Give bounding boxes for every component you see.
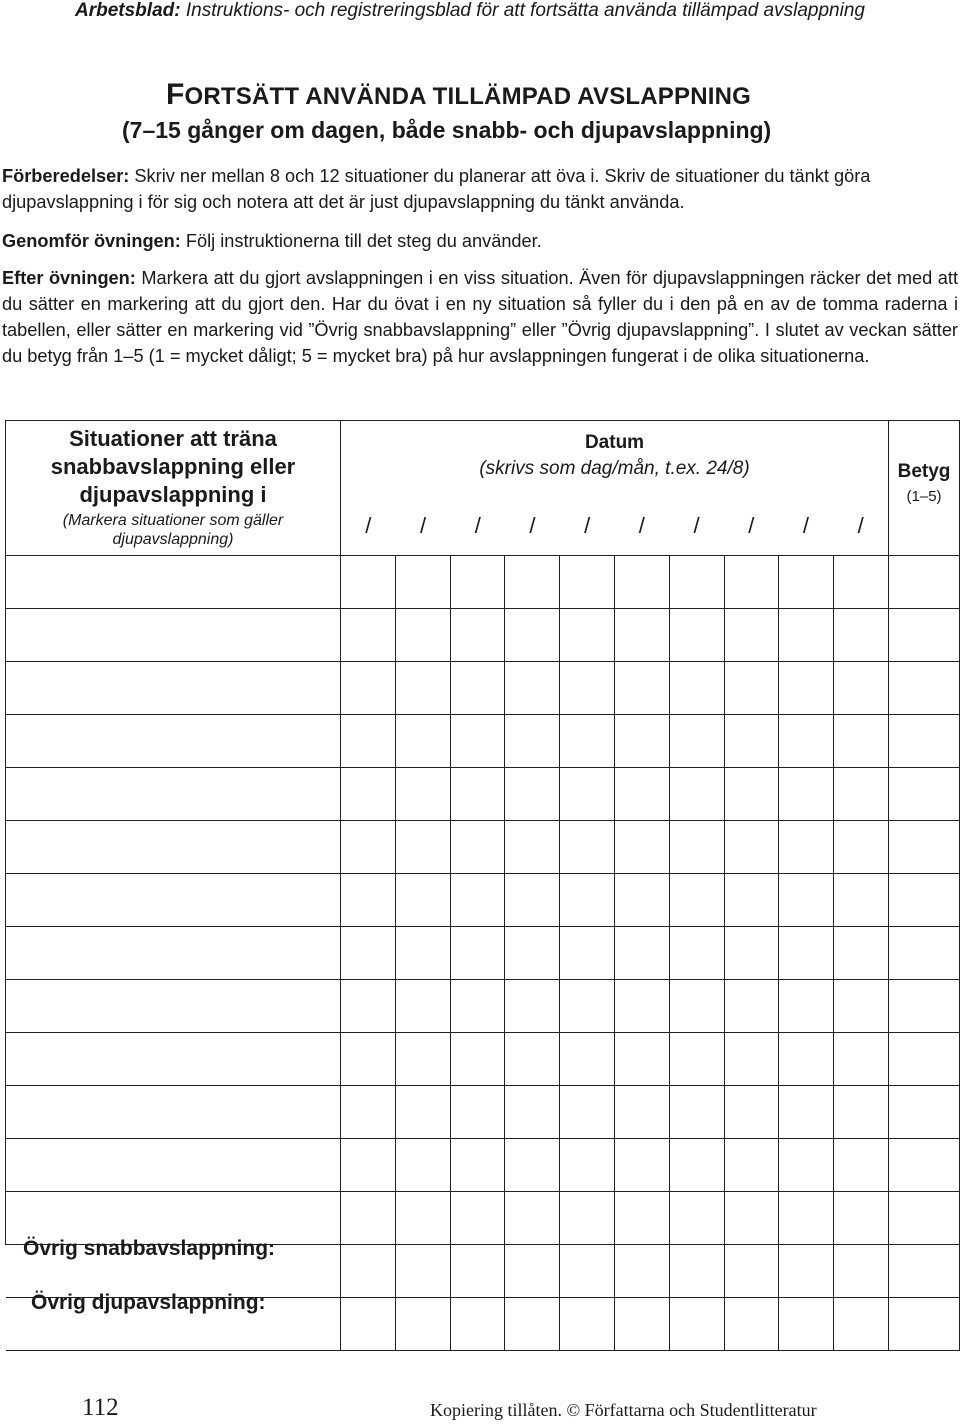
date-mark-cell[interactable]: [834, 1139, 889, 1192]
date-mark-cell[interactable]: [450, 1192, 505, 1245]
copyright-notice: Kopiering tillåten. © Författarna och Studentlitteratur: [430, 1400, 817, 1420]
date-mark-cell[interactable]: [614, 1245, 669, 1298]
grade-cell[interactable]: [889, 874, 960, 927]
other-deep-relaxation-label: Övrig djupavslappning:: [31, 1291, 266, 1314]
date-slash: /: [857, 513, 864, 538]
date-mark-cell[interactable]: [505, 715, 560, 768]
date-mark-cell[interactable]: [341, 662, 396, 715]
grade-cell[interactable]: [889, 1139, 960, 1192]
situation-cell[interactable]: [6, 715, 341, 768]
worksheet-header: [75, 0, 865, 22]
table-row: [6, 1086, 960, 1139]
date-mark-cell[interactable]: [395, 609, 450, 662]
situation-cell[interactable]: [6, 874, 341, 927]
date-mark-cell[interactable]: [724, 980, 779, 1033]
date-mark-cell[interactable]: [779, 1192, 834, 1245]
date-mark-cell[interactable]: [560, 821, 615, 874]
grade-header-cell: [889, 421, 960, 556]
date-mark-cell[interactable]: [505, 768, 560, 821]
date-mark-cell[interactable]: [395, 1139, 450, 1192]
date-mark-cell[interactable]: [505, 1033, 560, 1086]
date-mark-cell[interactable]: [834, 821, 889, 874]
date-mark-cell[interactable]: [341, 768, 396, 821]
grade-cell[interactable]: [889, 768, 960, 821]
date-mark-cell[interactable]: [834, 1033, 889, 1086]
date-mark-cell[interactable]: [395, 1033, 450, 1086]
date-mark-cell[interactable]: [669, 662, 724, 715]
table-row: [6, 715, 960, 768]
date-mark-cell[interactable]: [724, 1192, 779, 1245]
situation-cell[interactable]: [6, 1139, 341, 1192]
page-title: [166, 78, 751, 112]
preparation-paragraph: [2, 163, 958, 215]
date-mark-cell[interactable]: [669, 556, 724, 609]
situation-cell[interactable]: [6, 768, 341, 821]
date-slash: /: [693, 513, 700, 538]
date-mark-cell[interactable]: [724, 1086, 779, 1139]
date-mark-cell[interactable]: [724, 1245, 779, 1298]
date-mark-cell[interactable]: [614, 927, 669, 980]
header-label: Arbetsblad:: [75, 0, 181, 21]
date-mark-cell[interactable]: [395, 662, 450, 715]
preparation-label: Förberedelser:: [2, 166, 130, 186]
date-mark-cell[interactable]: [779, 662, 834, 715]
date-mark-cell[interactable]: [341, 556, 396, 609]
date-mark-cell[interactable]: [669, 874, 724, 927]
date-mark-cell[interactable]: [560, 1245, 615, 1298]
other-quick-relaxation-label: Övrig snabbavslappning:: [23, 1237, 276, 1260]
title-rest: ORTSÄTT ANVÄNDA TILLÄMPAD AVSLAPPNING: [184, 83, 752, 110]
date-mark-cell[interactable]: [560, 927, 615, 980]
date-slash: /: [584, 513, 591, 538]
date-mark-cell[interactable]: [779, 609, 834, 662]
date-mark-cell[interactable]: [395, 1245, 450, 1298]
after-paragraph: [2, 265, 958, 369]
date-note: (skrivs som dag/mån, t.ex. 24/8): [479, 458, 750, 479]
date-mark-cell[interactable]: [505, 927, 560, 980]
date-slash: /: [365, 513, 372, 538]
situation-cell[interactable]: [6, 980, 341, 1033]
date-slash: /: [638, 513, 645, 538]
date-mark-cell[interactable]: [614, 821, 669, 874]
date-mark-cell[interactable]: [834, 1086, 889, 1139]
date-mark-cell[interactable]: [614, 662, 669, 715]
grade-cell[interactable]: [889, 1192, 960, 1245]
date-mark-cell[interactable]: [614, 874, 669, 927]
page-subtitle: (7–15 gånger om dagen, både snabb- och djupavslappning): [122, 117, 772, 143]
date-mark-cell[interactable]: [450, 1245, 505, 1298]
date-mark-cell[interactable]: [779, 1245, 834, 1298]
date-mark-cell[interactable]: [779, 768, 834, 821]
date-mark-cell[interactable]: [341, 874, 396, 927]
grade-cell[interactable]: [889, 1245, 960, 1298]
date-mark-cell[interactable]: [614, 1192, 669, 1245]
date-mark-cell[interactable]: [779, 821, 834, 874]
after-text: Markera att du gjort avslappningen i en viss situation. Även för djupavslappningen räcker det med att du sätter en markering att du gjort den. Har du övat i en ny situation så fyller du i den på en av de tomma raderna i tabellen, eller sätter en markering vid ”Övrig snabbavslappning” eller ”Övrig djupavslappning”. I slutet av veckan sätter du betyg från 1–5 (1 = mycket dåligt; 5 = mycket bra) på hur avslappningen fungerat i de olika situationerna.: [2, 268, 958, 366]
grade-cell[interactable]: [889, 1298, 960, 1351]
date-mark-cell[interactable]: [724, 556, 779, 609]
date-mark-cell[interactable]: [341, 1245, 396, 1298]
date-mark-cell[interactable]: [505, 821, 560, 874]
date-mark-cell[interactable]: [341, 1086, 396, 1139]
date-mark-cell[interactable]: [669, 715, 724, 768]
date-mark-cell[interactable]: [669, 980, 724, 1033]
table-row: [6, 768, 960, 821]
date-slash: /: [802, 513, 810, 538]
date-mark-cell[interactable]: [450, 1033, 505, 1086]
date-mark-cell[interactable]: [614, 556, 669, 609]
date-mark-cell[interactable]: [341, 1139, 396, 1192]
grade-cell[interactable]: [889, 715, 960, 768]
perform-label: Genomför övningen:: [2, 231, 181, 251]
grade-cell[interactable]: [889, 980, 960, 1033]
date-mark-cell[interactable]: [450, 1086, 505, 1139]
date-mark-cell[interactable]: [560, 980, 615, 1033]
date-mark-cell[interactable]: [834, 927, 889, 980]
date-mark-cell[interactable]: [560, 1086, 615, 1139]
table-header-row: [6, 421, 960, 556]
table-row: [6, 556, 960, 609]
date-mark-cell[interactable]: [505, 874, 560, 927]
date-mark-cell[interactable]: [395, 1298, 450, 1351]
date-mark-cell[interactable]: [341, 1298, 396, 1351]
date-mark-cell[interactable]: [505, 1245, 560, 1298]
date-header: Datum: [584, 432, 645, 453]
date-mark-cell[interactable]: [614, 768, 669, 821]
header-text: Instruktions- och registreringsblad för att fortsätta använda tillämpad avslappning: [180, 0, 865, 21]
date-mark-cell[interactable]: [669, 927, 724, 980]
date-mark-cell[interactable]: [450, 768, 505, 821]
date-mark-cell[interactable]: [341, 927, 396, 980]
table-row: [6, 1139, 960, 1192]
perform-text: Följ instruktionerna till det steg du använder.: [180, 231, 542, 251]
date-mark-cell[interactable]: [450, 874, 505, 927]
date-mark-cell[interactable]: [669, 1245, 724, 1298]
date-mark-cell[interactable]: [779, 1086, 834, 1139]
date-mark-cell[interactable]: [614, 1298, 669, 1351]
date-slash: /: [474, 513, 481, 538]
date-mark-cell[interactable]: [395, 821, 450, 874]
date-mark-cell[interactable]: [395, 768, 450, 821]
date-mark-cell[interactable]: [560, 874, 615, 927]
table-row: [6, 927, 960, 980]
table-row: [6, 980, 960, 1033]
date-slash-row: [341, 513, 888, 539]
date-mark-cell[interactable]: [669, 1139, 724, 1192]
date-mark-cell[interactable]: [669, 1033, 724, 1086]
date-mark-cell[interactable]: [560, 662, 615, 715]
date-mark-cell[interactable]: [341, 1192, 396, 1245]
date-mark-cell[interactable]: [724, 609, 779, 662]
date-mark-cell[interactable]: [834, 1245, 889, 1298]
date-mark-cell[interactable]: [779, 1139, 834, 1192]
date-mark-cell[interactable]: [834, 609, 889, 662]
date-mark-cell[interactable]: [724, 1139, 779, 1192]
table-row: [6, 874, 960, 927]
date-mark-cell[interactable]: [450, 1139, 505, 1192]
grade-note: (1–5): [906, 488, 942, 505]
date-mark-cell[interactable]: [341, 1033, 396, 1086]
situation-cell[interactable]: [6, 556, 341, 609]
date-mark-cell[interactable]: [395, 980, 450, 1033]
date-mark-cell[interactable]: [560, 715, 615, 768]
date-mark-cell[interactable]: [395, 1192, 450, 1245]
date-mark-cell[interactable]: [450, 1298, 505, 1351]
date-mark-cell[interactable]: [450, 662, 505, 715]
date-mark-cell[interactable]: [505, 556, 560, 609]
grade-header: Betyg: [897, 461, 951, 482]
date-mark-cell[interactable]: [450, 556, 505, 609]
situation-cell[interactable]: [6, 821, 341, 874]
date-mark-cell[interactable]: [395, 927, 450, 980]
date-mark-cell[interactable]: [724, 768, 779, 821]
date-mark-cell[interactable]: [341, 715, 396, 768]
date-mark-cell[interactable]: [614, 1086, 669, 1139]
grade-cell[interactable]: [889, 556, 960, 609]
date-mark-cell[interactable]: [834, 980, 889, 1033]
date-mark-cell[interactable]: [724, 821, 779, 874]
after-label: Efter övningen:: [2, 268, 136, 288]
date-mark-cell[interactable]: [724, 927, 779, 980]
date-mark-cell[interactable]: [724, 1298, 779, 1351]
date-mark-cell[interactable]: [834, 715, 889, 768]
situation-cell[interactable]: [6, 662, 341, 715]
date-mark-cell[interactable]: [560, 1192, 615, 1245]
situation-cell[interactable]: [6, 1033, 341, 1086]
date-mark-cell[interactable]: [450, 715, 505, 768]
date-mark-cell[interactable]: [669, 1192, 724, 1245]
situations-header-cell: [6, 421, 341, 556]
date-mark-cell[interactable]: [834, 768, 889, 821]
date-mark-cell[interactable]: [834, 874, 889, 927]
date-mark-cell[interactable]: [779, 556, 834, 609]
situations-header: Situationer att träna snabbavslappning eller djupavslappning i: [50, 426, 296, 507]
date-mark-cell[interactable]: [614, 715, 669, 768]
date-mark-cell[interactable]: [450, 821, 505, 874]
grade-cell[interactable]: [889, 1033, 960, 1086]
date-mark-cell[interactable]: [669, 1298, 724, 1351]
date-mark-cell[interactable]: [505, 1192, 560, 1245]
date-mark-cell[interactable]: [505, 1086, 560, 1139]
date-mark-cell[interactable]: [779, 715, 834, 768]
table-row: [6, 609, 960, 662]
date-mark-cell[interactable]: [614, 1033, 669, 1086]
date-mark-cell[interactable]: [779, 980, 834, 1033]
date-mark-cell[interactable]: [395, 715, 450, 768]
date-mark-cell[interactable]: [669, 768, 724, 821]
date-mark-cell[interactable]: [724, 715, 779, 768]
date-mark-cell[interactable]: [450, 980, 505, 1033]
date-mark-cell[interactable]: [779, 874, 834, 927]
date-mark-cell[interactable]: [834, 1298, 889, 1351]
preparation-text: Skriv ner mellan 8 och 12 situationer du planerar att öva i. Skriv de situationer du tänkt göra djupavslappning i för sig och notera att det är just djupavslappning du tänkt använda.: [2, 166, 871, 212]
date-mark-cell[interactable]: [834, 1192, 889, 1245]
date-mark-cell[interactable]: [560, 1298, 615, 1351]
date-mark-cell[interactable]: [395, 874, 450, 927]
date-mark-cell[interactable]: [614, 1139, 669, 1192]
page-number: 112: [82, 1394, 119, 1421]
date-mark-cell[interactable]: [614, 609, 669, 662]
date-mark-cell[interactable]: [505, 609, 560, 662]
situation-cell[interactable]: [6, 927, 341, 980]
date-mark-cell[interactable]: [669, 821, 724, 874]
grade-cell[interactable]: [889, 821, 960, 874]
date-mark-cell[interactable]: [505, 662, 560, 715]
date-mark-cell[interactable]: [560, 1139, 615, 1192]
table-row: [6, 1033, 960, 1086]
perform-paragraph: [2, 228, 958, 254]
date-mark-cell[interactable]: [505, 1139, 560, 1192]
date-mark-cell[interactable]: [341, 821, 396, 874]
date-mark-cell[interactable]: [669, 1086, 724, 1139]
registration-table: [5, 420, 960, 1351]
date-mark-cell[interactable]: [834, 662, 889, 715]
grade-cell[interactable]: [889, 662, 960, 715]
date-mark-cell[interactable]: [669, 609, 724, 662]
date-slash: /: [419, 513, 427, 538]
date-mark-cell[interactable]: [779, 927, 834, 980]
date-mark-cell[interactable]: [834, 556, 889, 609]
date-mark-cell[interactable]: [505, 980, 560, 1033]
date-mark-cell[interactable]: [614, 980, 669, 1033]
date-mark-cell[interactable]: [450, 927, 505, 980]
date-mark-cell[interactable]: [395, 556, 450, 609]
situations-note: (Markera situationer som gäller djupavslappning): [62, 512, 284, 548]
grade-cell[interactable]: [889, 1086, 960, 1139]
title-first-letter: F: [166, 78, 185, 111]
date-mark-cell[interactable]: [341, 980, 396, 1033]
date-mark-cell[interactable]: [779, 1298, 834, 1351]
date-slash: /: [748, 513, 755, 538]
date-slash: /: [529, 513, 536, 538]
grade-cell[interactable]: [889, 609, 960, 662]
date-mark-cell[interactable]: [724, 662, 779, 715]
date-mark-cell[interactable]: [724, 1033, 779, 1086]
date-mark-cell[interactable]: [560, 556, 615, 609]
grade-cell[interactable]: [889, 927, 960, 980]
date-mark-cell[interactable]: [450, 609, 505, 662]
date-mark-cell[interactable]: [560, 609, 615, 662]
date-mark-cell[interactable]: [724, 874, 779, 927]
date-mark-cell[interactable]: [341, 609, 396, 662]
date-mark-cell[interactable]: [560, 1033, 615, 1086]
table-row: [6, 662, 960, 715]
situation-cell[interactable]: [6, 1086, 341, 1139]
date-mark-cell[interactable]: [779, 1033, 834, 1086]
date-mark-cell[interactable]: [560, 768, 615, 821]
date-header-cell: [341, 421, 889, 556]
date-mark-cell[interactable]: [505, 1298, 560, 1351]
date-mark-cell[interactable]: [395, 1086, 450, 1139]
situation-cell[interactable]: [6, 609, 341, 662]
table-row: [6, 821, 960, 874]
